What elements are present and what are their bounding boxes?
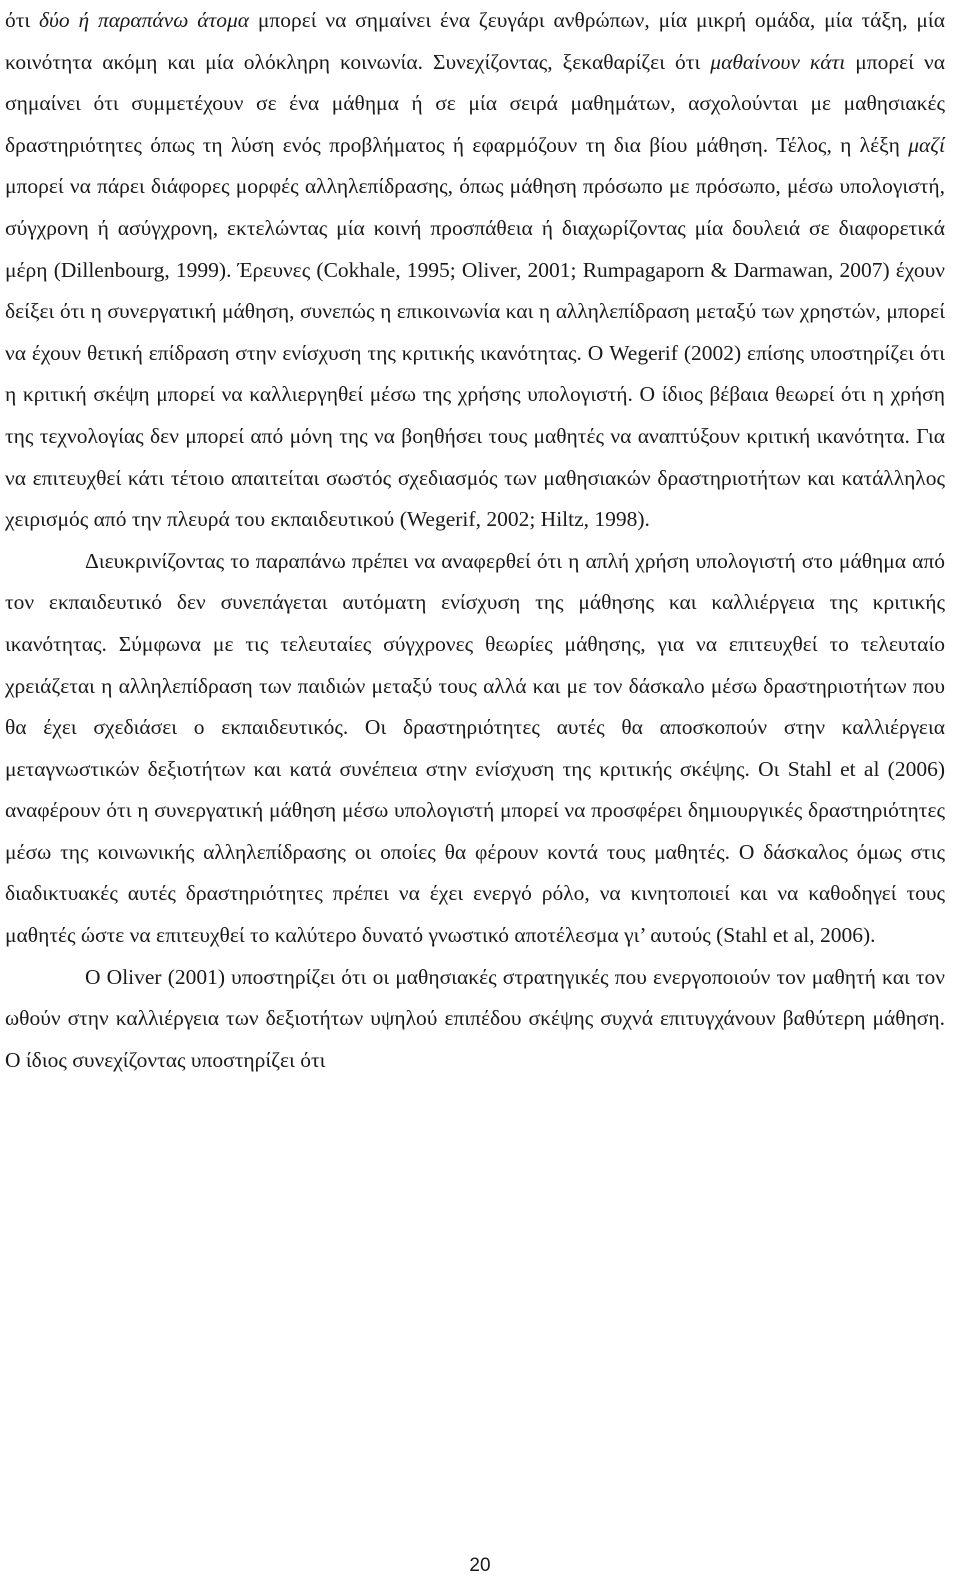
text-segment-italic: μαζί <box>908 132 945 157</box>
text-segment: Διευκρινίζοντας το παραπάνω πρέπει να αναφερθεί ότι η απλή χρήση υπολογιστή στο μάθημα από τον εκπαιδευτικό δεν συνεπάγεται αυτόματη ενίσχυση της μάθησης και καλλιέργεια της κριτικής ικανότητας. Σύμφωνα με τις τελευταίες σύγχρονες θεωρίες μάθησης, για να επιτευχθεί το τελευταίο χρειάζεται η αλληλεπίδραση των παιδιών μεταξύ τους αλλά και με τον δάσκαλο μέσω δραστηριοτήτων που θα έχει σχεδιάσει ο εκπαιδευτικός. Οι δραστηριότητες αυτές θα αποσκοπούν στην καλλιέργεια μεταγνωστικών δεξιοτήτων και κατά συνέπεια στην ενίσχυση της κριτικής σκέψης. Οι Stahl et al (2006) αναφέρουν ότι η συνεργατική μάθηση μέσω υπολογιστή μπορεί να προσφέρει δημιουργικές δραστηριότητες μέσω της κοινωνικής αλληλεπίδρασης οι οποίες θα φέρουν κοντά τους μαθητές. Ο δάσκαλος όμως στις διαδικτυακές αυτές δραστηριότητες πρέπει να έχει ενεργό ρόλο, να κινητοποιεί και να καθοδηγεί τους μαθητές ώστε να επιτευχθεί το καλύτερο δυνατό γνωστικό αποτέλεσμα γι’ αυτούς (Stahl et al, 2006). <box>5 548 945 948</box>
document-page <box>5 0 945 1081</box>
text-segment: μπορεί να σημαίνει ότι συμμετέχουν σε ένα μάθημα ή σε μία σειρά μαθημάτων, ασχολούνται με μαθησιακές δραστηριότητες όπως τη λύση ενός προβλήματος ή εφαρμόζουν τη δια βίου μάθηση. Τέλος, η λέξη <box>5 49 945 157</box>
text-segment-italic: δύο ή παραπάνω άτομα <box>39 8 250 32</box>
text-segment: ότι <box>5 8 40 32</box>
text-segment: μπορεί να πάρει διάφορες μορφές αλληλεπίδρασης, όπως μάθηση πρόσωπο με πρόσωπο, μέσω υπολογιστή, σύγχρονη ή ασύγχρονη, εκτελώντας μία κοινή προσπάθεια ή διαχωρίζοντας μία δουλειά σε διαφορετικά μέρη (Dillenbourg, 1999). Έρευνες (Cokhale, 1995; Oliver, 2001; Rumpagaporn & Darmawan, 2007) έχουν δείξει ότι η συνεργατική μάθηση, συνεπώς η επικοινωνία και η αλληλεπίδραση μεταξύ των χρηστών, μπορεί να έχουν θετική επίδραση στην ενίσχυση της κριτικής ικανότητας. Ο Wegerif (2002) επίσης υποστηρίζει ότι η κριτική σκέψη μπορεί να καλλιεργηθεί μέσω της χρήσης υπολογιστή. Ο ίδιος βέβαια θεωρεί ότι η χρήση της τεχνολογίας δεν μπορεί από μόνη της να βοηθήσει τους μαθητές να αναπτύξουν κριτική ικανότητα. Για να επιτευχθεί κάτι τέτοιο απαιτείται σωστός σχεδιασμός των μαθησιακών δραστηριοτήτων και κατάλληλος χειρισμός από την πλευρά του εκπαιδευτικού (Wegerif, 2002; Hiltz, 1998). <box>5 174 945 532</box>
text-segment-italic: μαθαίνουν κάτι <box>710 49 846 74</box>
paragraph-3 <box>5 957 945 1082</box>
paragraph-2 <box>5 541 945 957</box>
text-segment: μπορεί να σημαίνει ένα ζευγάρι ανθρώπων, μία μικρή ομάδα, μία τάξη, μία κοινότητα ακόμη και μία ολόκληρη κοινωνία. Συνεχίζοντας, ξεκαθαρίζει ότι <box>5 8 945 74</box>
text-segment: Ο Oliver (2001) υποστηρίζει ότι οι μαθησιακές στρατηγικές που ενεργοποιούν τον μαθητή και τον ωθούν στην καλλιέργεια των δεξιοτήτων υψηλού επιπέδου σκέψης συχνά επιτυγχάνουν βαθύτερη μάθηση. Ο ίδιος συνεχίζοντας υποστηρίζει ότι <box>5 964 945 1072</box>
page-number: 20 <box>469 1555 491 1576</box>
paragraph-1 <box>5 0 945 541</box>
